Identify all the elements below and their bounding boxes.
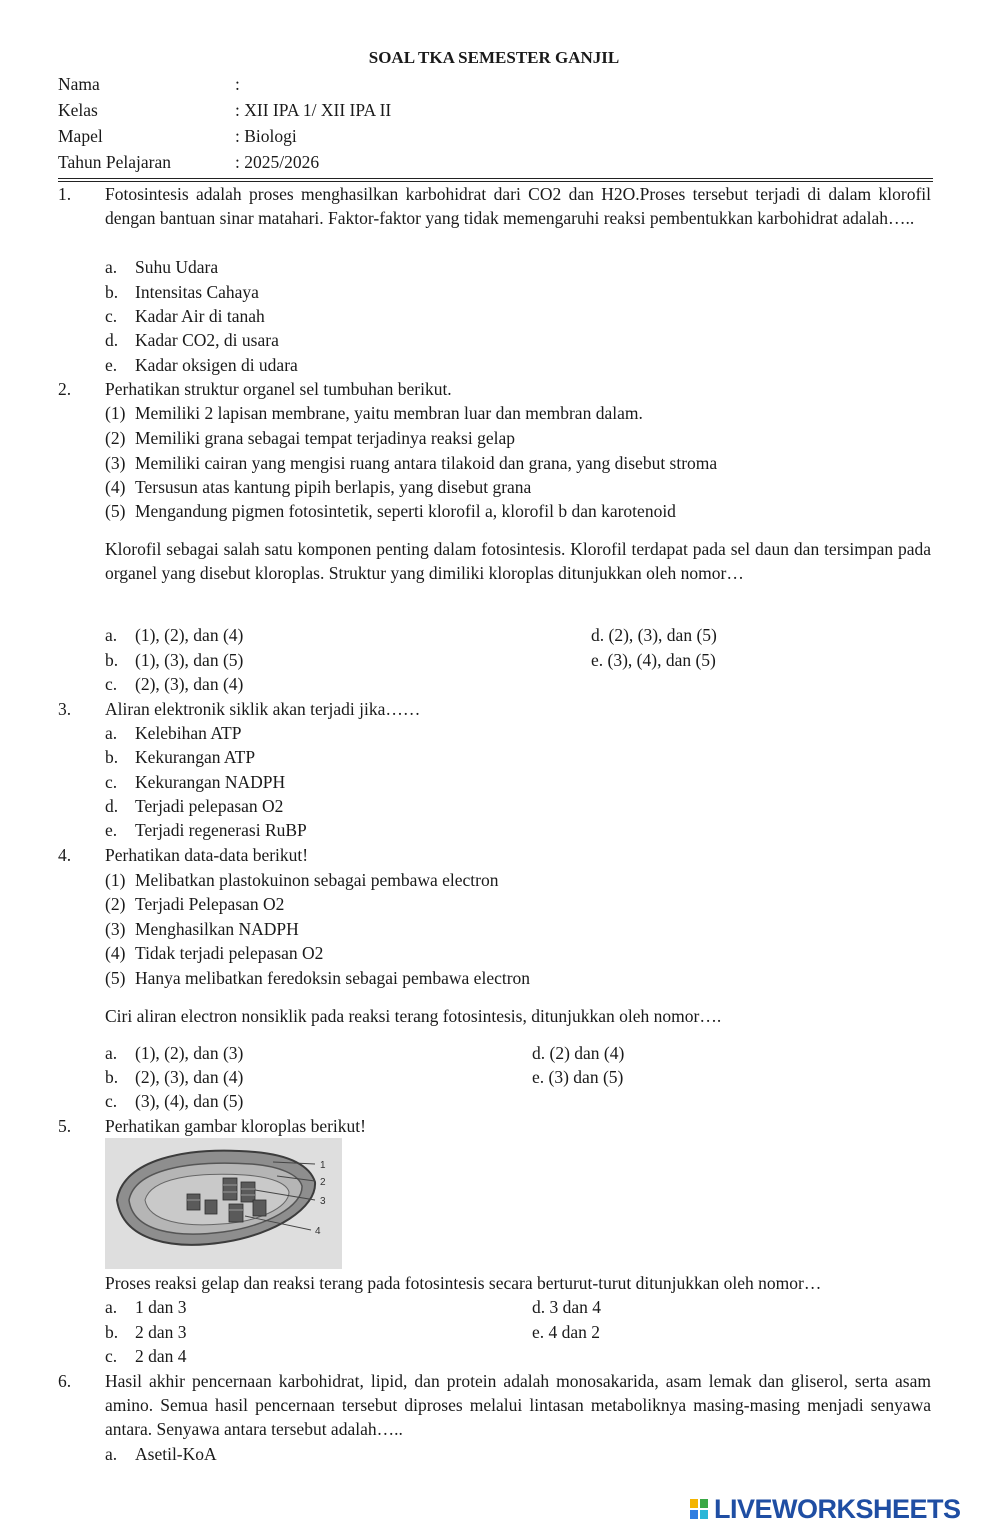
statement-text: Memiliki grana sebagai tempat terjadinya reaksi gelap (135, 428, 515, 448)
option-text[interactable]: Kadar CO2, di usara (135, 330, 279, 350)
option-letter: e. (105, 820, 118, 840)
chloroplast-diagram (105, 1138, 342, 1269)
option-letter: a. (105, 1297, 118, 1317)
option-text[interactable]: (2), (3), dan (4) (135, 1067, 244, 1087)
question-number: 1. (58, 184, 72, 204)
header-value-mapel: : Biologi (235, 126, 297, 146)
option-text[interactable]: (1), (2), dan (3) (135, 1043, 244, 1063)
header-label-mapel: Mapel (58, 126, 103, 146)
option-text[interactable]: d. 3 dan 4 (532, 1297, 602, 1317)
option-text[interactable]: (3), (4), dan (5) (135, 1091, 244, 1111)
option-letter: c. (105, 306, 118, 326)
liveworksheets-logo[interactable] (690, 1494, 961, 1524)
header-label-tahun: Tahun Pelajaran (58, 152, 171, 172)
statement-text: Tersusun atas kantung pipih berlapis, yang disebut grana (135, 477, 532, 497)
question-text: Perhatikan struktur organel sel tumbuhan berikut. (105, 379, 452, 399)
option-letter: b. (105, 747, 119, 767)
option-letter: b. (105, 1322, 119, 1342)
question-number: 2. (58, 379, 72, 399)
option-text[interactable]: Asetil-KoA (135, 1444, 217, 1464)
figure-label-4: 4 (315, 1226, 321, 1237)
option-text[interactable]: Kadar oksigen di udara (135, 355, 298, 375)
option-letter: a. (105, 257, 118, 277)
option-text[interactable]: e. (3) dan (5) (532, 1067, 624, 1087)
question-text: Perhatikan data-data berikut! (105, 845, 309, 865)
granum (229, 1204, 243, 1222)
logo-mark-icon (690, 1499, 708, 1519)
statement-number: (1) (105, 403, 126, 423)
statement-number: (5) (105, 501, 126, 521)
option-letter: d. (105, 796, 119, 816)
granum (253, 1200, 266, 1216)
option-letter: a. (105, 1444, 118, 1464)
statement-number: (3) (105, 453, 126, 473)
question-number: 5. (58, 1116, 72, 1136)
option-text[interactable]: Kekurangan NADPH (135, 772, 286, 792)
option-text[interactable]: Terjadi pelepasan O2 (135, 796, 284, 816)
header-value-tahun: : 2025/2026 (235, 152, 320, 172)
option-text[interactable]: d. (2), (3), dan (5) (591, 625, 717, 645)
option-letter: c. (105, 1091, 118, 1111)
header-value-kelas: : XII IPA 1/ XII IPA II (235, 100, 392, 120)
option-text[interactable]: (1), (2), dan (4) (135, 625, 244, 645)
option-text[interactable]: Terjadi regenerasi RuBP (135, 820, 307, 840)
question-text: Aliran elektronik siklik akan terjadi jika…… (105, 699, 421, 719)
option-letter: a. (105, 1043, 118, 1063)
option-text[interactable]: Suhu Udara (135, 257, 219, 277)
option-letter: e. (105, 355, 118, 375)
option-letter: a. (105, 625, 118, 645)
statement-number: (4) (105, 477, 126, 497)
figure-label-1: 1 (320, 1160, 326, 1171)
statement-text: Menghasilkan NADPH (135, 919, 299, 939)
question-paragraph: Ciri aliran electron nonsiklik pada reaksi terang fotosintesis, ditunjukkan oleh nomor…. (105, 1006, 722, 1026)
option-letter: b. (105, 1067, 119, 1087)
option-text[interactable]: Kadar Air di tanah (135, 306, 265, 326)
header-label-nama: Nama (58, 74, 100, 94)
statement-text: Melibatkan plastokuinon sebagai pembawa electron (135, 870, 499, 890)
header-label-kelas: Kelas (58, 100, 98, 120)
option-text[interactable]: e. (3), (4), dan (5) (591, 650, 716, 670)
figure-label-2: 2 (320, 1177, 326, 1188)
option-text[interactable]: (1), (3), dan (5) (135, 650, 244, 670)
granum (205, 1200, 217, 1214)
logo-square (690, 1499, 698, 1508)
question-text: Perhatikan gambar kloroplas berikut! (105, 1116, 366, 1136)
statement-text: Memiliki cairan yang mengisi ruang antara tilakoid dan grana, yang disebut stroma (135, 453, 718, 473)
chloroplast-figure (105, 1138, 342, 1269)
question-paragraph: Proses reaksi gelap dan reaksi terang pada fotosintesis secara berturut-turut ditunjukkan oleh nomor… (105, 1273, 822, 1293)
question-number: 6. (58, 1371, 72, 1391)
question-number: 3. (58, 699, 72, 719)
granum (223, 1178, 237, 1200)
statement-number: (2) (105, 894, 126, 914)
option-letter: b. (105, 282, 119, 302)
statement-number: (1) (105, 870, 126, 890)
option-text[interactable]: (2), (3), dan (4) (135, 674, 244, 694)
question-text: Fotosintesis adalah proses menghasilkan karbohidrat dari CO2 dan H2O.Proses tersebut terjadi di dalam klorofil dengan bantuan sinar matahari. Faktor-faktor yang tidak memengaruhi reaksi pembentukkan karbohidrat adalah….. (105, 184, 931, 228)
question-text: Hasil akhir pencernaan karbohidrat, lipid, dan protein adalah monosakarida, asam lemak dan gliserol, serta asam amino. Semua hasil pencernaan tersebut diproses melalui lintasan metaboliknya masing-masing menjadi senyawa antara. Senyawa antara tersebut adalah….. (105, 1371, 931, 1439)
page-title: SOAL TKA SEMESTER GANJIL (368, 48, 620, 67)
question-paragraph: Klorofil sebagai salah satu komponen penting dalam fotosintesis. Klorofil terdapat pada sel daun dan tersimpan pada organel yang disebut kloroplas. Struktur yang dimiliki kloroplas ditunjukkan oleh nomor… (105, 539, 931, 583)
statement-text: Memiliki 2 lapisan membrane, yaitu membran luar dan membran dalam. (135, 403, 643, 423)
statement-number: (2) (105, 428, 126, 448)
option-text[interactable]: 2 dan 4 (135, 1346, 187, 1366)
statement-text: Tidak terjadi pelepasan O2 (135, 943, 324, 963)
statement-text: Terjadi Pelepasan O2 (135, 894, 285, 914)
option-letter: c. (105, 1346, 118, 1366)
granum (187, 1194, 200, 1210)
granum (241, 1182, 255, 1202)
option-letter: a. (105, 723, 118, 743)
statement-number: (3) (105, 919, 126, 939)
header-divider (58, 178, 933, 179)
statement-text: Mengandung pigmen fotosintetik, seperti klorofil a, klorofil b dan karotenoid (135, 501, 676, 521)
option-text[interactable]: d. (2) dan (4) (532, 1043, 625, 1063)
figure-label-3: 3 (320, 1196, 326, 1207)
option-letter: b. (105, 650, 119, 670)
logo-text: LIVEWORKSHEETS (714, 1493, 961, 1524)
statement-number: (4) (105, 943, 126, 963)
option-text[interactable]: Kelebihan ATP (135, 723, 242, 743)
option-letter: c. (105, 674, 118, 694)
statement-text: Hanya melibatkan feredoksin sebagai pembawa electron (135, 968, 531, 988)
statement-number: (5) (105, 968, 126, 988)
option-text[interactable]: 1 dan 3 (135, 1297, 187, 1317)
option-text[interactable]: 2 dan 3 (135, 1322, 187, 1342)
logo-square (700, 1499, 708, 1508)
option-letter: c. (105, 772, 118, 792)
option-text[interactable]: Kekurangan ATP (135, 747, 256, 767)
option-text[interactable]: Intensitas Cahaya (135, 282, 259, 302)
header-value-nama: : (235, 74, 240, 94)
option-text[interactable]: e. 4 dan 2 (532, 1322, 601, 1342)
logo-square (700, 1510, 708, 1519)
option-letter: d. (105, 330, 119, 350)
logo-square (690, 1510, 698, 1519)
question-number: 4. (58, 845, 72, 865)
